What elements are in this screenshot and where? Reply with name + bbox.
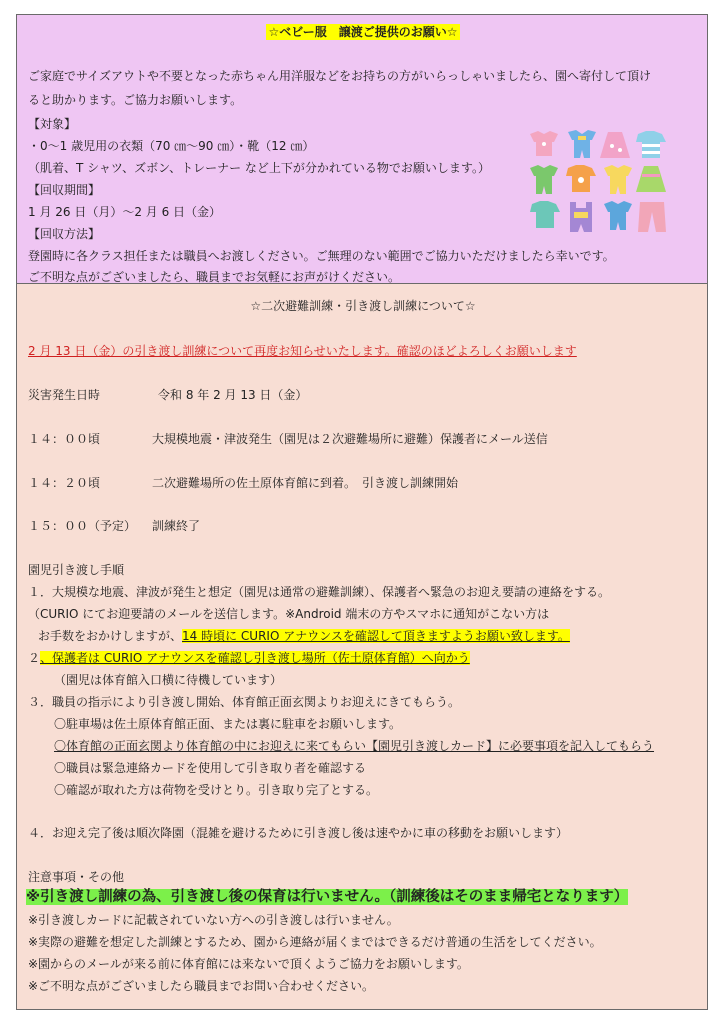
- step-4: ４．お迎え完了後は順次降園（混雑を避けるために引き渡し後は速やかに車の移動をお願いします）: [28, 826, 569, 840]
- schedule-time-1: １４：００頃: [28, 432, 101, 446]
- period-heading: 【回収期間】: [28, 183, 101, 197]
- schedule-time-2: １４：２０頃: [28, 476, 101, 490]
- step-3-item-3: 〇職員は緊急連絡カードを使用して引き取り者を確認する: [54, 761, 367, 775]
- schedule-desc-3: 訓練終了: [152, 519, 201, 533]
- step-2-highlight: 、保護者は CURIO アナウンスを確認し引き渡し場所（佐土原体育館）へ向かう: [40, 651, 470, 665]
- note-1: ※引き渡しカードに記載されていない方への引き渡しは行いません。: [28, 913, 399, 927]
- target-line-2: （肌着、T シャツ、ズボン、トレーナー など上下が分かれている物でお願いします。）: [28, 161, 490, 175]
- method-line: 登園時に各クラス担任または職員へお渡しください。ご無理のない範囲でご協力いただけましたら幸いです。: [28, 249, 615, 263]
- step-3-item-1: 〇駐車場は佐土原体育館正面、または裏に駐車をお願いします。: [54, 717, 402, 731]
- notes-big-line: [26, 887, 628, 907]
- shirt-stripe-icon: [636, 131, 666, 158]
- period-value: 1 月 26 日（月）～2 月 6 日（金）: [28, 205, 222, 219]
- method-heading: 【回収方法】: [28, 227, 101, 241]
- procedure-heading: 園児引き渡し手順: [28, 563, 125, 577]
- target-line-1: ・0～1 歳児用の衣類（70 ㎝～90 ㎝）・靴（12 ㎝）: [28, 139, 315, 153]
- step-1-sub-2-pre: お手数をおかけしますが、: [38, 629, 183, 643]
- dress-green-icon: [636, 166, 666, 192]
- notes-heading: 注意事項・その他: [28, 870, 125, 884]
- schedule-time-3: １５：００（予定）: [28, 519, 137, 533]
- note-3: ※園からのメールが来る前に体育館には来ないで頂くようご協力をお願いします。: [28, 957, 469, 971]
- onesie-pink-icon: [530, 131, 558, 156]
- schedule-desc-2: 二次避難場所の佐土原体育館に到着。 引き渡し訓練開始: [152, 476, 459, 490]
- note-4: ※ご不明な点がございましたら職員までお問い合わせください。: [28, 979, 375, 993]
- step-2: [28, 650, 470, 666]
- notes-big-highlight: ※引き渡し訓練の為、引き渡し後の保育は行いません。（訓練後はそのまま帰宅となります）: [26, 889, 629, 905]
- drill-section: [16, 284, 708, 1010]
- pants-pink-icon: [638, 202, 666, 232]
- baby-clothes-illustration: [524, 128, 676, 236]
- step-2-sub: （園児は体育館入口横に待機しています）: [54, 673, 283, 687]
- drill-notice: 2 月 13 日（金）の引き渡し訓練について再度お知らせいたします。確認のほどよろしくお願いします: [28, 344, 577, 358]
- baby-clothes-title: ☆ベビー服 譲渡ご提供のお願い☆: [268, 25, 458, 39]
- dress-flower-icon: [600, 132, 630, 158]
- rompers-blue2-icon: [604, 201, 632, 230]
- step-1-sub-1: （CURIO にてお迎要請のメールを送信します。※Android 端末の方やスマホに通知がこない方は: [28, 607, 550, 621]
- tshirt-teal-icon: [530, 201, 560, 228]
- intro-line-1: ご家庭でサイズアウトや不要となった赤ちゃん用洋服などをお持ちの方がいらっしゃいましたら、園へ寄付して頂け: [28, 69, 652, 83]
- rompers-blue-icon: [568, 130, 596, 158]
- rompers-green-icon: [530, 165, 558, 194]
- step-3-item-4: 〇確認が取れた方は荷物を受けとり。引き取り完了とする。: [54, 783, 379, 797]
- schedule-desc-1: 大規模地震・津波発生（園児は２次避難場所に避難）保護者にメール送信: [152, 432, 548, 446]
- step-1: １．大規模な地震、津波が発生と想定（園児は通常の避難訓練）、保護者へ緊急のお迎え要請の連絡をする。: [28, 585, 611, 599]
- tshirt-orange-icon: [566, 165, 596, 192]
- note-2: ※実際の避難を想定した訓練とするため、園から連絡が届くまではできるだけ普通の生活をしてください。: [28, 935, 602, 949]
- contact-line: ご不明な点がございましたら、職員までお気軽にお声がけください。: [28, 270, 401, 284]
- date-value: 令和 8 年 2 月 13 日（金）: [158, 388, 308, 402]
- step-2-number: ２: [28, 651, 41, 665]
- drill-title: ☆二次避難訓練・引き渡し訓練について☆: [250, 299, 476, 313]
- step-3: ３．職員の指示により引き渡し開始、体育館正面玄関よりお迎えにきてもらう。: [28, 695, 461, 709]
- date-label: 災害発生日時: [28, 388, 101, 402]
- step-3-item-2: 〇体育館の正面玄関より体育館の中にお迎えに来てもらい【園児引き渡しカード】に必要事項を記入してもらう: [54, 739, 655, 753]
- target-heading: 【対象】: [28, 117, 77, 131]
- overalls-purple-icon: [570, 202, 592, 232]
- step-1-sub-2-highlight: 14 時頃に CURIO アナウンスを確認して頂きますようお願い致します。: [182, 629, 570, 643]
- step-1-sub-2: [38, 628, 570, 644]
- rompers-yellow-icon: [604, 165, 632, 194]
- baby-clothes-title-line: [17, 24, 709, 40]
- intro-line-2: ると助かります。ご協力お願いします。: [28, 93, 243, 107]
